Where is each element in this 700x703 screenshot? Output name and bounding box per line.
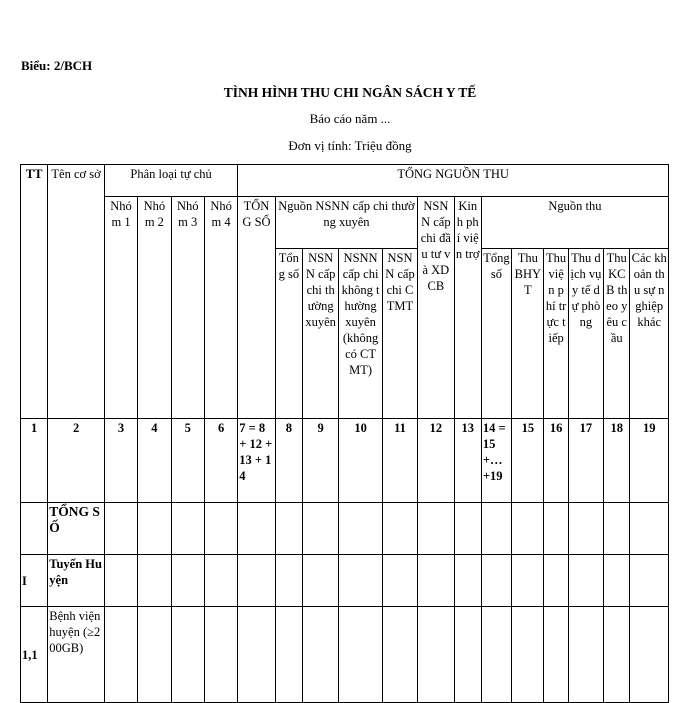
column-number: 2 [48, 419, 105, 503]
header-grand-total: TỔNG SỐ [238, 197, 275, 419]
header-group-2: Nhóm 2 [138, 197, 171, 419]
column-number: 11 [382, 419, 417, 503]
column-number: 14 =15 +… +19 [481, 419, 511, 503]
column-number: 15 [512, 419, 544, 503]
column-number: 12 [418, 419, 454, 503]
column-number: 18 [604, 419, 630, 503]
header-health-insurance: Thu BHYT [512, 249, 544, 419]
header-other-revenue: Các khoản thu sự nghiệp khác [630, 249, 669, 419]
header-autonomy-classification: Phân loại tự chủ [104, 165, 237, 197]
column-number: 16 [544, 419, 568, 503]
header-research-funding: Kinh phí viện trợ [454, 197, 481, 419]
table-row [21, 607, 669, 703]
header-recurring-irregular: NSNN cấp chi không thường xuyên (không có CTMT) [339, 249, 382, 419]
header-group-3: Nhóm 3 [171, 197, 204, 419]
header-direct-hospital-fee: Thu viện phí trực tiếp [544, 249, 568, 419]
row-tt: 1,1 [21, 607, 48, 703]
header-preventive-services: Thu dịch vụ y tế dự phòng [568, 249, 603, 419]
row-tt: I [21, 555, 48, 607]
column-number: 17 [568, 419, 603, 503]
column-number: 13 [454, 419, 481, 503]
header-tt: TT [21, 165, 48, 419]
header-group-1: Nhóm 1 [104, 197, 137, 419]
column-number: 7 = 8 + 12 + 13 + 14 [238, 419, 275, 503]
header-state-budget-recurring: Nguồn NSNN cấp chi thường xuyên [275, 197, 417, 249]
header-revenue-total: Tổng số [481, 249, 511, 419]
column-number-row [21, 419, 669, 503]
column-number: 9 [302, 419, 338, 503]
header-state-budget-investment: NSNN cấp chi đầu tư và XDCB [418, 197, 454, 419]
table-row [21, 503, 669, 555]
header-recurring-ctmt: NSNN cấp chi CTMT [382, 249, 417, 419]
currency-unit: Đơn vị tính: Triệu đồng [288, 138, 412, 153]
header-group-4: Nhóm 4 [204, 197, 237, 419]
header-recurring-total: Tổng số [275, 249, 302, 419]
column-number: 10 [339, 419, 382, 503]
header-on-demand-kcb: Thu KCB theo yêu cầu [604, 249, 630, 419]
header-row-1 [21, 165, 669, 197]
form-number-label: Biểu: 2/BCH [21, 58, 93, 73]
column-number: 8 [275, 419, 302, 503]
header-total-revenue-sources: TỔNG NGUỒN THU [238, 165, 669, 197]
header-facility-name: Tên cơ sở [48, 165, 105, 419]
row-name: Tuyến Huyện [48, 555, 105, 607]
table-row [21, 555, 669, 607]
header-revenue-sources: Nguồn thu [481, 197, 668, 249]
budget-report-table [20, 164, 669, 703]
column-number: 3 [104, 419, 137, 503]
column-number: 5 [171, 419, 204, 503]
column-number: 4 [138, 419, 171, 503]
column-number: 1 [21, 419, 48, 503]
row-tt [21, 503, 48, 555]
header-recurring-regular: NSNN cấp chi thường xuyên [302, 249, 338, 419]
row-name: Bệnh viện huyện (≥200GB) [48, 607, 105, 703]
row-name: TỔNG SỐ [48, 503, 105, 555]
header-row-2 [21, 197, 669, 249]
report-period: Báo cáo năm ... [309, 111, 391, 126]
report-title: TÌNH HÌNH THU CHI NGÂN SÁCH Y TẾ [223, 85, 477, 100]
column-number: 6 [204, 419, 237, 503]
column-number: 19 [630, 419, 669, 503]
